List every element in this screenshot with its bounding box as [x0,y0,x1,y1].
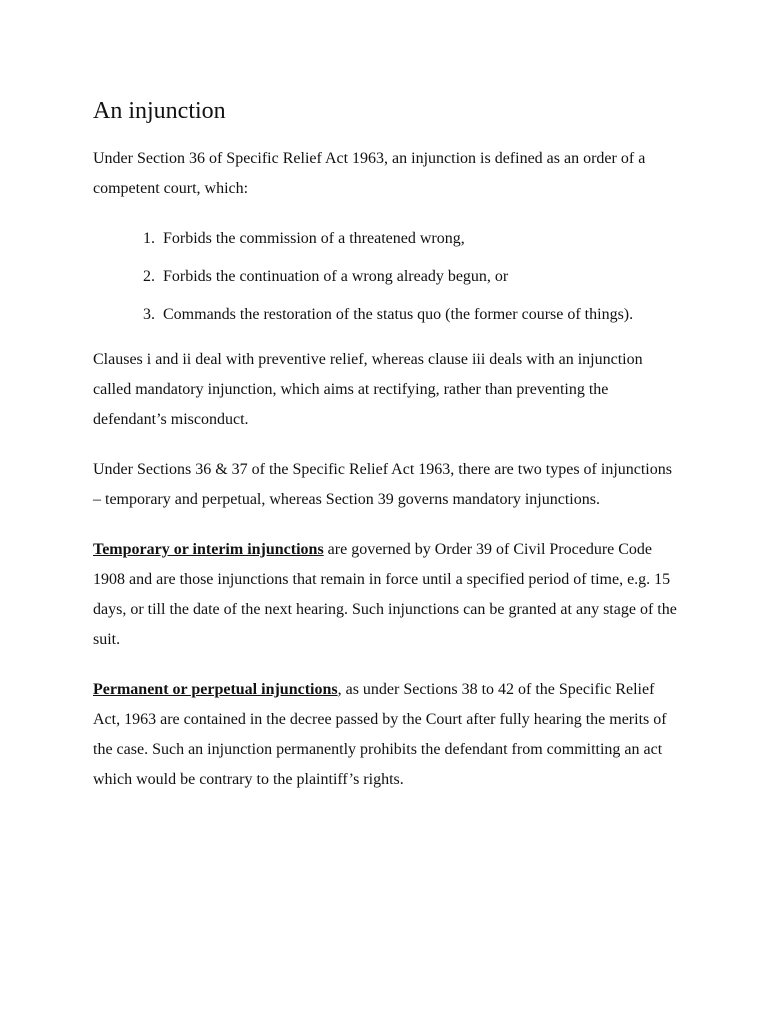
list-item: 1. Forbids the commission of a threatened wrong, [159,224,683,254]
permanent-injunction-term: Permanent or perpetual injunctions [93,681,338,698]
types-paragraph: Under Sections 36 & 37 of the Specific Relief Act 1963, there are two types of injunctions – temporary and perpetual, whereas Section 39 governs mandatory injunctions. [93,461,672,508]
document-page [93,96,683,815]
clauses-paragraph: Clauses i and ii deal with preventive relief, whereas clause iii deals with an injunction called mandatory injunction, which aims at rectifying, rather than preventing the defendant’s misconduct. [93,351,643,428]
temporary-injunction-paragraph [93,535,683,655]
list-item: 2. Forbids the continuation of a wrong already begun, or [159,262,683,292]
permanent-injunction-text: , as under Sections 38 to 42 of the Specific Relief Act, 1963 are contained in the decree passed by the Court after fully hearing the merits of the case. Such an injunction permanently prohibits the defendant from committing an act which would be contrary to the plaintiff’s rights. [93,681,667,788]
temporary-injunction-term: Temporary or interim injunctions [93,541,324,558]
definition-list [93,224,683,330]
temporary-injunction-text: are governed by Order 39 of Civil Procedure Code 1908 and are those injunctions that remain in force until a specified period of time, e.g. 15 days, or till the date of the next hearing. Such injunctions can be granted at any stage of the suit. [93,541,677,648]
intro-paragraph: Under Section 36 of Specific Relief Act 1963, an injunction is defined as an order of a competent court, which: [93,150,646,197]
permanent-injunction-paragraph [93,675,683,795]
page-title: An injunction [93,98,226,124]
list-item: 3. Commands the restoration of the status quo (the former course of things). [159,300,683,330]
